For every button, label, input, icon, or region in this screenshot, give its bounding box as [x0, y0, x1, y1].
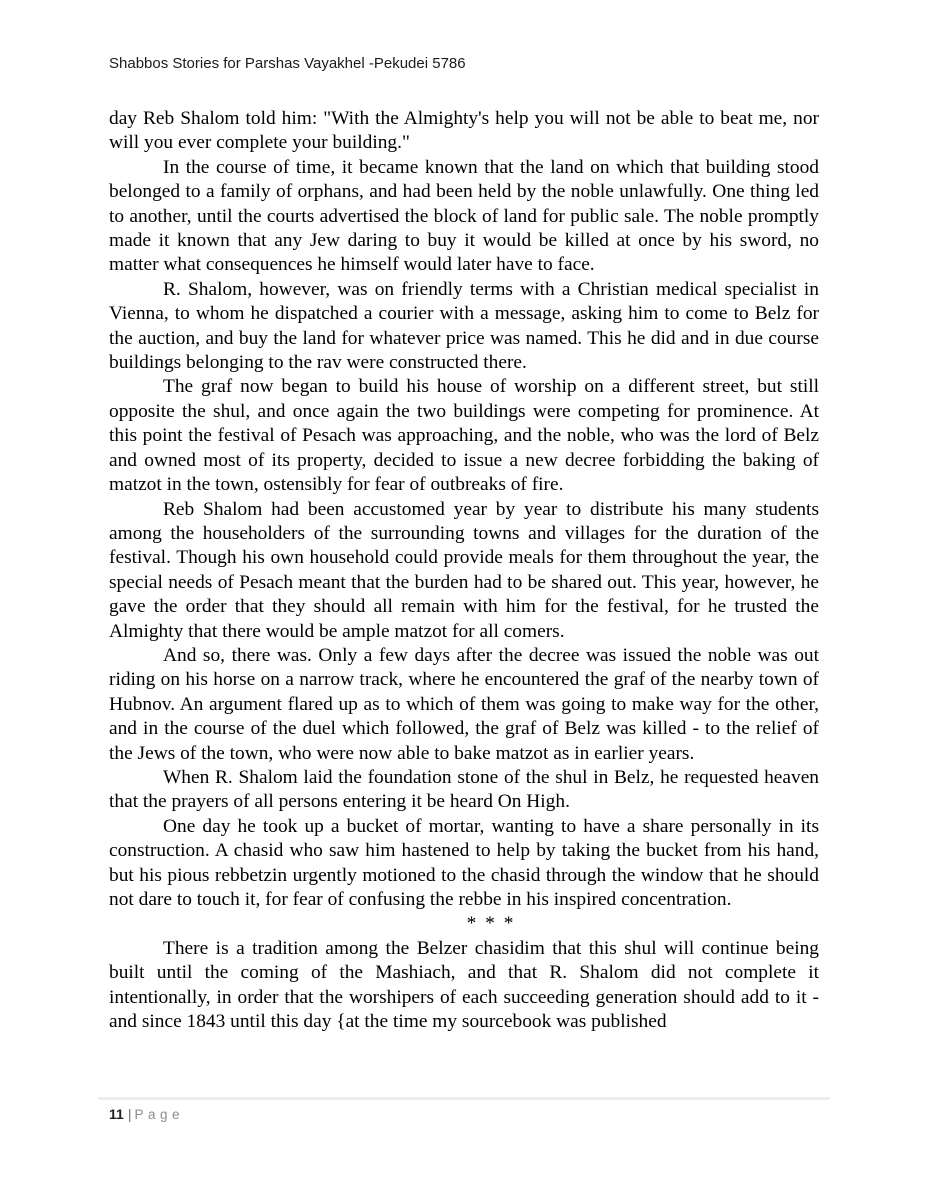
- section-separator: * * *: [466, 913, 516, 935]
- paragraph: In the course of time, it became known that the land on which that building stood belonged to a family of orphans, and had been held by the noble unlawfully. One thing led to another, until the courts advertised the block of land for public sale. The noble promptly made it known that any Jew daring to buy it would be killed at once by his sword, no matter what consequences he himself would later have to face.: [109, 156, 819, 276]
- paragraph: And so, there was. Only a few days after the decree was issued the noble was out riding on his horse on a narrow track, where he encountered the graf of the nearby town of Hubnov. An argument flared up as to which of them was going to make way for the other, and in the course of the duel which followed, the graf of Belz was killed - to the relief of the Jews of the town, who were now able to bake matzot as in earlier years.: [109, 644, 819, 764]
- page-footer: [109, 1105, 184, 1124]
- footer-pipe: |: [127, 1106, 132, 1122]
- document-body: [109, 107, 819, 1034]
- paragraph: When R. Shalom laid the foundation stone of the shul in Belz, he requested heaven that the prayers of all persons entering it be heard On High.: [109, 766, 819, 813]
- page-label: Page: [134, 1107, 184, 1122]
- paragraph: The graf now began to build his house of worship on a different street, but still opposite the shul, and once again the two buildings were competing for prominence. At this point the festival of Pesach was approaching, and the noble, who was the lord of Belz and owned most of its property, decided to issue a new decree forbidding the baking of matzot in the town, ostensibly for fear of outbreaks of fire.: [109, 376, 819, 496]
- running-header: Shabbos Stories for Parshas Vayakhel -Pekudei 5786: [109, 55, 466, 72]
- paragraph: Reb Shalom had been accustomed year by year to distribute his many students among the householders of the surrounding towns and villages for the duration of the festival. Though his own household could provide meals for them throughout the year, the special needs of Pesach meant that the burden had to be shared out. This year, however, he gave the order that they should all remain with him for the festival, for he trusted the Almighty that there would be ample matzot for all comers.: [109, 498, 819, 642]
- paragraph: There is a tradition among the Belzer chasidim that this shul will continue being built until the coming of the Mashiach, and that R. Shalom did not complete it intentionally, in order that the worshipers of each succeeding generation should add to it - and since 1843 until this day {at the time my sourcebook was published: [109, 937, 819, 1033]
- paragraph: day Reb Shalom told him: "With the Almighty's help you will not be able to beat me, nor will you ever complete your building.": [109, 108, 819, 154]
- paragraph: R. Shalom, however, was on friendly terms with a Christian medical specialist in Vienna, to whom he dispatched a courier with a message, asking him to come to Belz for the auction, and buy the land for whatever price was named. This he did and in due course buildings belonging to the rav were constructed there.: [109, 278, 819, 374]
- page-number: 11: [109, 1106, 124, 1122]
- paragraph: One day he took up a bucket of mortar, wanting to have a share personally in its construction. A chasid who saw him hastened to help by taking the bucket from his hand, but his pious rebbetzin urgently motioned to the chasid through the window that he should not dare to touch it, for fear of confusing the rebbe in his inspired concentration.: [109, 815, 819, 910]
- footer-divider-rule: [98, 1097, 830, 1100]
